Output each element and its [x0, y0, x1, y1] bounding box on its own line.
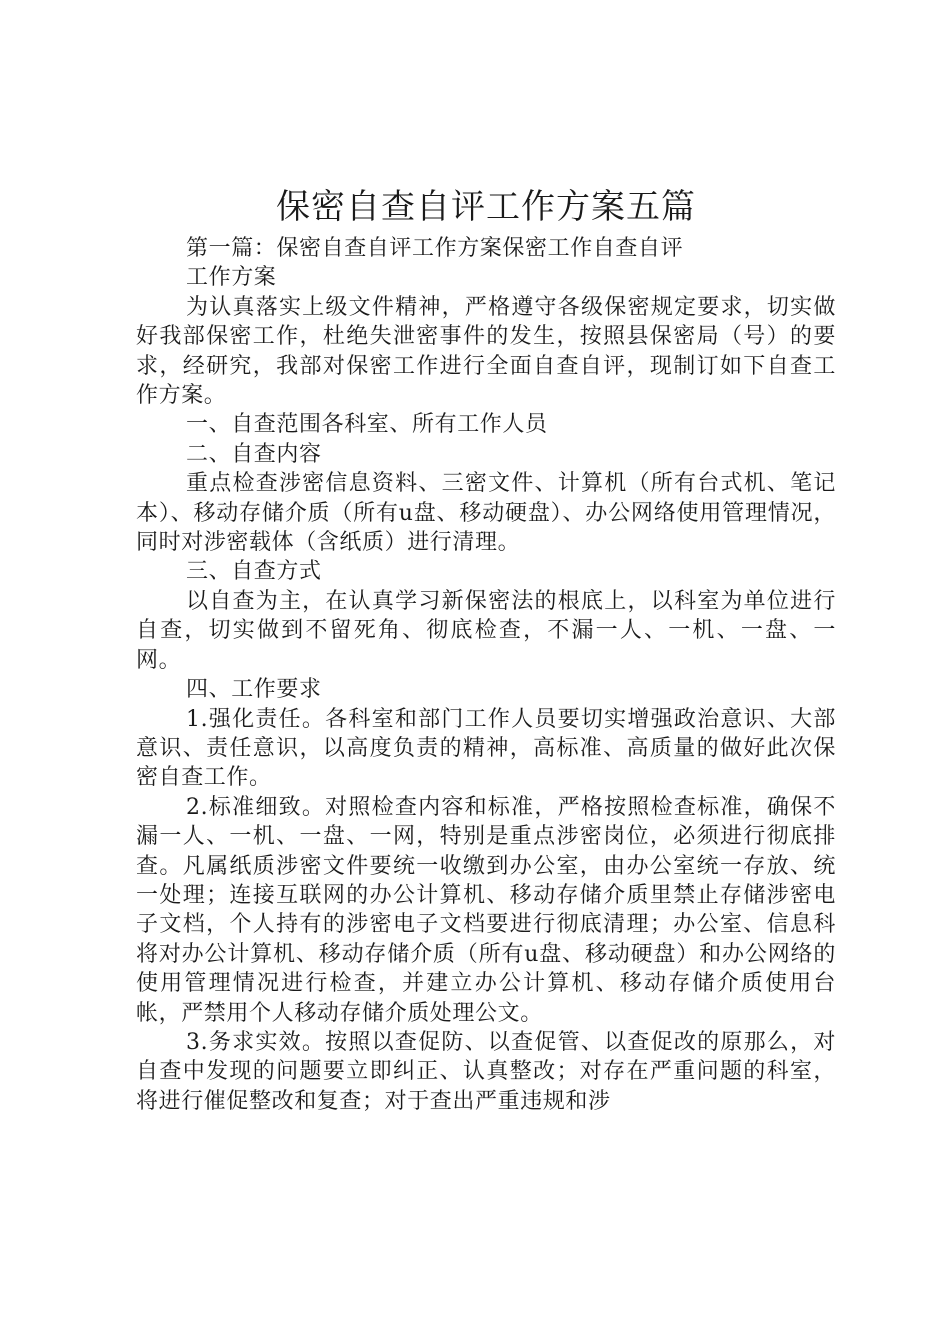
document-page: [136, 180, 836, 1116]
paragraph: 为认真落实上级文件精神，严格遵守各级保密规定要求，切实做好我部保密工作，杜绝失泄密事件的发生，按照县保密局（号）的要求，经研究，我部对保密工作进行全面自查自评，现制订如下自查工作方案。: [136, 294, 836, 409]
paragraph: 1.强化责任。各科室和部门工作人员要切实增强政治意识、大部意识、责任意识，以高度负责的精神，高标准、高质量的做好此次保密自查工作。: [136, 706, 836, 791]
paragraph: 以自查为主，在认真学习新保密法的根底上，以科室为单位进行自查，切实做到不留死角、彻底检查，不漏一人、一机、一盘、一网。: [136, 588, 836, 673]
paragraph: 工作方案: [186, 265, 277, 291]
paragraph: 四、工作要求: [186, 677, 322, 703]
paragraph: 二、自查内容: [186, 441, 322, 467]
paragraph: 一、自查范围各科室、所有工作人员: [186, 412, 548, 438]
paragraph: 三、自查方式: [186, 559, 322, 585]
document-title: 保密自查自评工作方案五篇: [276, 187, 696, 227]
paragraph: 3.务求实效。按照以查促防、以查促管、以查促改的原那么，对自查中发现的问题要立即纠正、认真整改；对存在严重问题的科室，将进行催促整改和复查；对于查出严重违规和涉: [136, 1029, 836, 1114]
paragraph: 第一篇：保密自查自评工作方案保密工作自查自评: [186, 236, 684, 261]
paragraph: 2.标准细致。对照检查内容和标准，严格按照检查标准，确保不漏一人、一机、一盘、一网，特别是重点涉密岗位，必须进行彻底排查。凡属纸质涉密文件要统一收缴到办公室，由办公室统一存放、统一处理；连接互联网的办公计算机、移动存储介质里禁止存储涉密电子文档，个人持有的涉密电子文档要进行彻底清理；办公室、信息科将对办公计算机、移动存储介质（所有u盘、移动硬盘）和办公网络的使用管理情况进行检查，并建立办公计算机、移动存储介质使用台帐，严禁用个人移动存储介质处理公文。: [136, 794, 836, 1026]
paragraph: 重点检查涉密信息资料、三密文件、计算机（所有台式机、笔记本）、移动存储介质（所有u盘、移动硬盘）、办公网络使用管理情况，同时对涉密载体（含纸质）进行清理。: [136, 471, 836, 556]
document-body: [136, 234, 836, 1116]
